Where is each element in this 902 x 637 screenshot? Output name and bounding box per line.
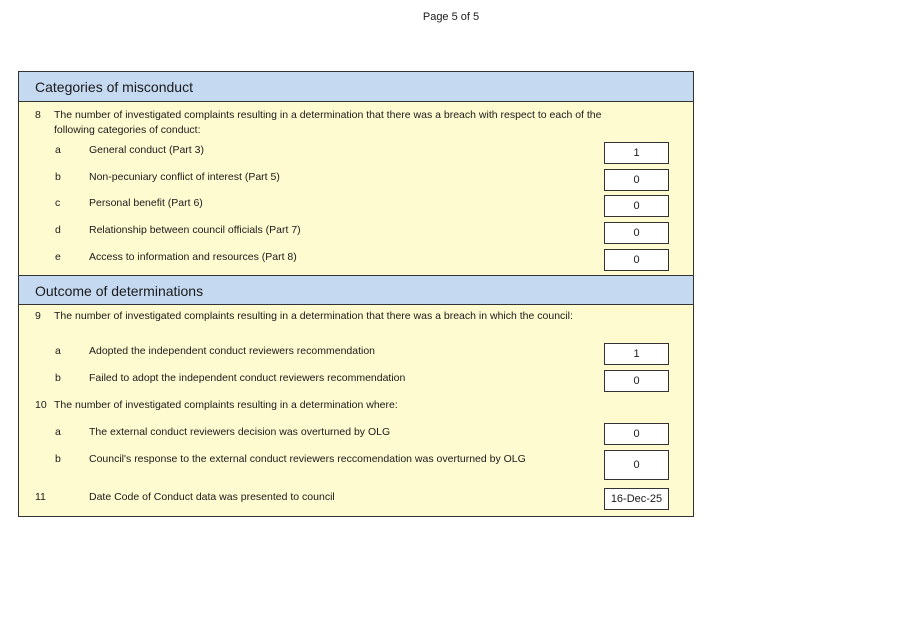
item-letter-8b: b <box>55 171 61 183</box>
date-field-11[interactable]: 16-Dec-25 <box>604 488 669 510</box>
code-of-conduct-form <box>18 71 694 517</box>
item-label-8e: Access to information and resources (Part 8) <box>89 251 297 263</box>
value-field-10b[interactable]: 0 <box>604 450 669 480</box>
question-number-9: 9 <box>35 310 41 322</box>
value-field-8c[interactable]: 0 <box>604 195 669 217</box>
value-field-8e[interactable]: 0 <box>604 249 669 271</box>
item-letter-8c: c <box>55 197 61 209</box>
section-header-misconduct: Categories of misconduct <box>19 72 693 102</box>
item-label-8d: Relationship between council officials (Part 7) <box>89 224 301 236</box>
item-letter-8a: a <box>55 144 61 156</box>
question-number-8: 8 <box>35 109 41 121</box>
item-label-10b: Council's response to the external conduct reviewers reccomendation was overturned by OLG <box>89 453 526 465</box>
section-header-outcome: Outcome of determinations <box>19 275 693 305</box>
item-letter-9b: b <box>55 372 61 384</box>
page-label: Page 5 of 5 <box>422 11 480 23</box>
item-label-8b: Non-pecuniary conflict of interest (Part 5) <box>89 171 280 183</box>
item-letter-9a: a <box>55 345 61 357</box>
item-label-8a: General conduct (Part 3) <box>89 144 204 156</box>
value-field-8d[interactable]: 0 <box>604 222 669 244</box>
question-text-9: The number of investigated complaints resulting in a determination that there was a breach in which the council: <box>54 310 573 322</box>
item-label-10a: The external conduct reviewers decision was overturned by OLG <box>89 426 391 438</box>
question-text-8: The number of investigated complaints resulting in a determination that there was a breach with respect to each of the following categories of conduct: <box>54 109 602 136</box>
value-field-10a[interactable]: 0 <box>604 423 669 445</box>
item-label-8c: Personal benefit (Part 6) <box>89 197 203 209</box>
item-label-11: Date Code of Conduct data was presented to council <box>89 491 335 503</box>
question-number-11: 11 <box>35 491 46 503</box>
value-field-8a[interactable]: 1 <box>604 142 669 164</box>
value-field-9a[interactable]: 1 <box>604 343 669 365</box>
value-field-8b[interactable]: 0 <box>604 169 669 191</box>
item-letter-8e: e <box>55 251 61 263</box>
item-letter-10a: a <box>55 426 61 438</box>
value-field-9b[interactable]: 0 <box>604 370 669 392</box>
item-label-9b: Failed to adopt the independent conduct reviewers recommendation <box>89 372 406 384</box>
item-label-9a: Adopted the independent conduct reviewers recommendation <box>89 345 376 357</box>
item-letter-10b: b <box>55 453 61 465</box>
question-number-10: 10 <box>35 399 47 411</box>
question-text-10: The number of investigated complaints resulting in a determination where: <box>54 399 398 411</box>
item-letter-8d: d <box>55 224 61 236</box>
